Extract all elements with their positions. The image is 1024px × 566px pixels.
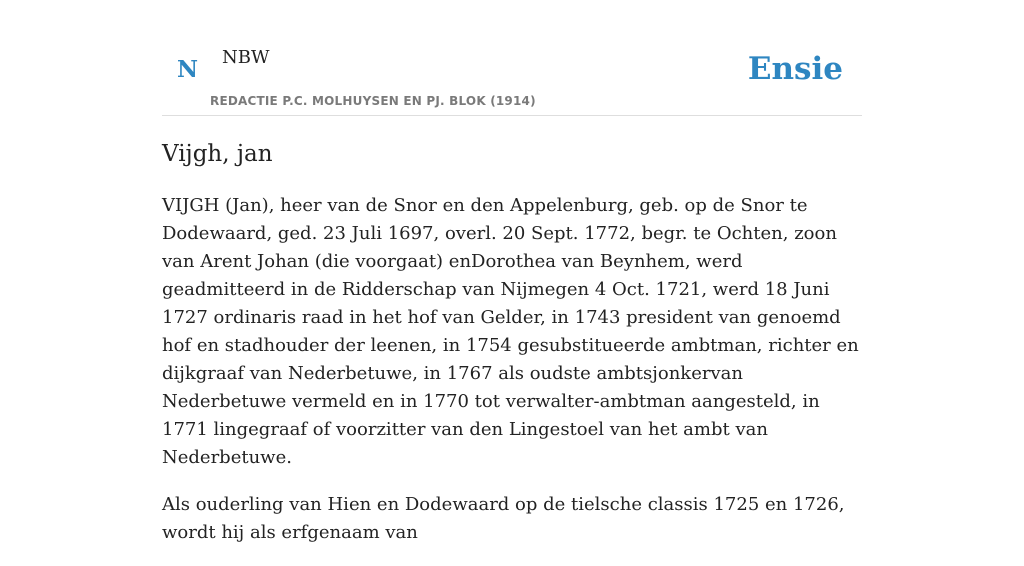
entry-title: Vijgh, jan bbox=[162, 141, 273, 167]
article-paragraph-2: Als ouderling van Hien en Dodewaard op de tielsche classis 1725 en 1726, wordt hij als erfgenaam van bbox=[162, 494, 845, 543]
site-header bbox=[162, 0, 862, 116]
source-subtitle: REDACTIE P.C. MOLHUYSEN EN PJ. BLOK (1914) bbox=[210, 94, 536, 108]
article-body bbox=[162, 192, 865, 566]
source-title[interactable]: NBW bbox=[222, 47, 270, 68]
brand-logo[interactable]: Ensie bbox=[747, 51, 843, 87]
source-logo[interactable]: N bbox=[177, 56, 199, 83]
article-paragraph-1: VIJGH (Jan), heer van de Snor en den Appelenburg, geb. op de Snor te Dodewaard, ged. 23 Juli 1697, overl. 20 Sept. 1772, begr. te Ochten, zoon van Arent Johan (die voorgaat) enDorothea van Beynhem, werd geadmitteerd in de Ridderschap van Nijmegen 4 Oct. 1721, werd 18 Juni 1727 ordinaris raad in het hof van Gelder, in 1743 president van genoemd hof en stadhouder der leenen, in 1754 gesubstitueerde ambtman, richter en dijkgraaf van Nederbetuwe, in 1767 als oudste ambtsjonkervan Nederbetuwe vermeld en in 1770 tot verwalter-ambtman aangesteld, in 1771 lingegraaf of voorzitter van den Lingestoel van het ambt van Nederbetuwe. bbox=[162, 195, 859, 468]
page bbox=[162, 0, 862, 543]
